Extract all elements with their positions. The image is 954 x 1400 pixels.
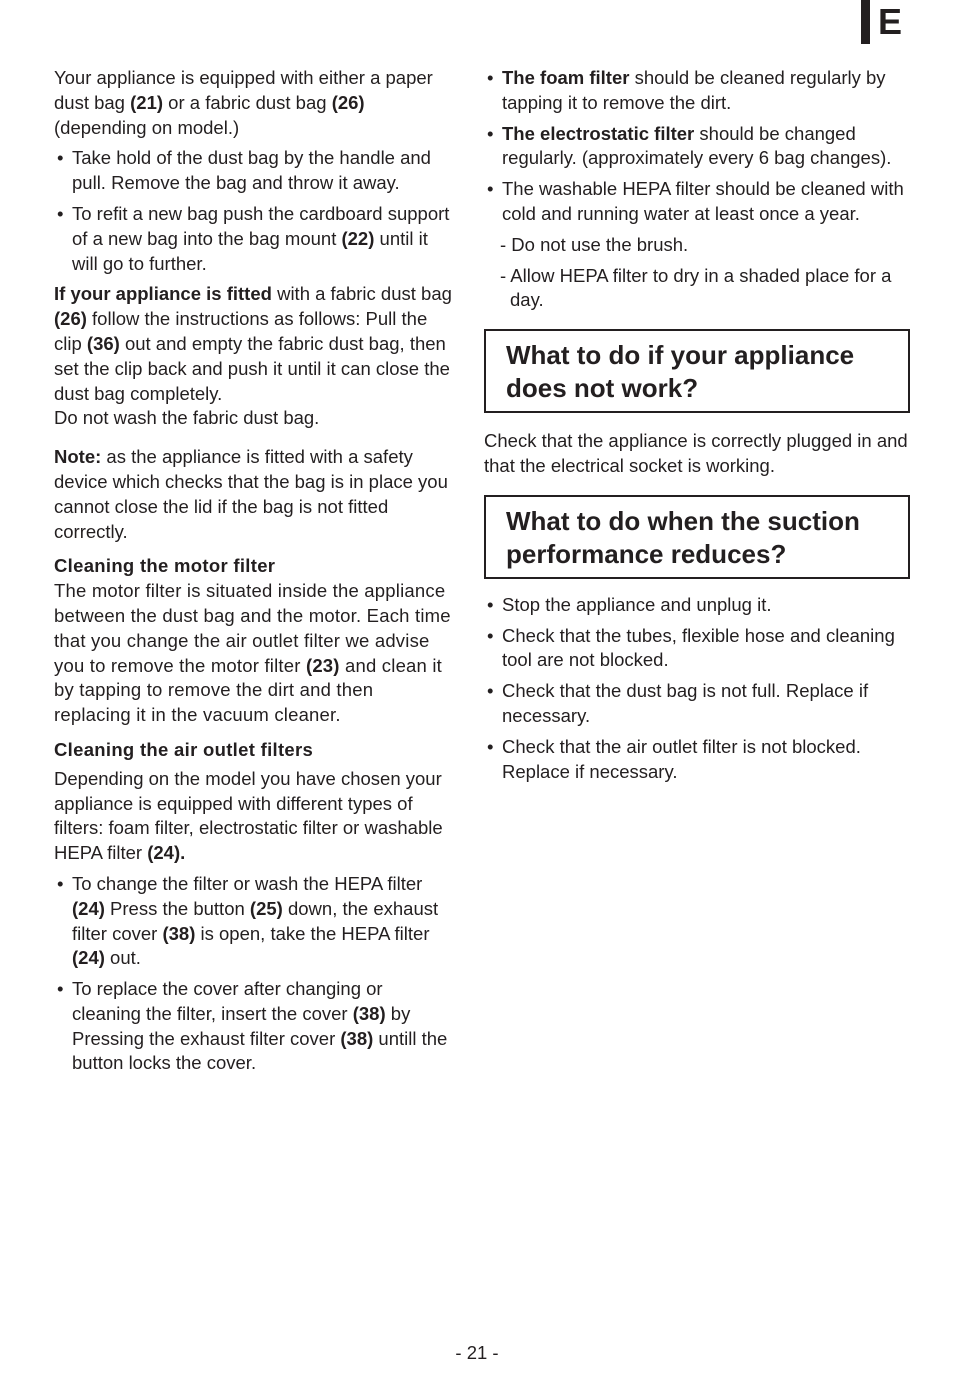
filter-types-list bbox=[484, 66, 910, 227]
fabric-bag-paragraph: If your appliance is fitted with a fabric dust bag (26) follow the instructions as follows: Pull the clip (36) out and empty the fabric dust bag, then set the clip back and push it until it can close the dust bag completely. Do not wash the fabric dust bag. bbox=[54, 283, 452, 429]
list-item: • Check that the tubes, flexible hose and cleaning tool are not blocked. bbox=[484, 624, 910, 674]
list-item: • The electrostatic filter should be changed regularly. (approximately every 6 bag changes). bbox=[484, 122, 910, 172]
air-outlet-paragraph: Depending on the model you have chosen your appliance is equipped with different types of filters: foam filter, electrostatic filter or washable HEPA filter (24). bbox=[54, 767, 443, 864]
check-paragraph: Check that the appliance is correctly plugged in and that the electrical socket is working. bbox=[484, 430, 908, 476]
list-item: • The washable HEPA filter should be cleaned with cold and running water at least once a year. bbox=[484, 177, 910, 227]
not-working-heading: What to do if your appliance does not work? bbox=[506, 340, 855, 404]
list-item: • Stop the appliance and unplug it. bbox=[484, 593, 910, 618]
list-item: • To change the filter or wash the HEPA filter (24) Press the button (25) down, the exhaust filter cover (38) is open, take the HEPA filter (24) out. bbox=[54, 872, 452, 971]
motor-filter-paragraph: The motor filter is situated inside the appliance between the dust bag and the motor. Each time that you change the air outlet filter we advise you to remove the motor filter (23) and clean it by tapping to remove the dirt and then replacing it in the vacuum cleaner. bbox=[54, 580, 451, 726]
hepa-dash-list bbox=[484, 233, 910, 313]
suction-heading: What to do when the suction performance reduces? bbox=[506, 505, 860, 569]
list-item: • The foam filter should be cleaned regularly by tapping it to remove the dirt. bbox=[484, 66, 910, 116]
not-working-heading-box bbox=[484, 329, 910, 413]
motor-filter-heading: Cleaning the motor filter bbox=[54, 555, 276, 577]
note-paragraph: Note: as the appliance is fitted with a safety device which checks that the bag is in place you cannot close the lid if the bag is not fitted correctly. bbox=[54, 446, 448, 542]
list-item: • Check that the air outlet filter is not blocked. Replace if necessary. bbox=[484, 735, 910, 785]
dash-item: - Allow HEPA filter to dry in a shaded place for a day. bbox=[500, 264, 892, 311]
right-column bbox=[484, 66, 910, 784]
dash-item: - Do not use the brush. bbox=[500, 233, 689, 255]
dust-bag-steps bbox=[54, 146, 452, 276]
list-item: • To refit a new bag push the cardboard support of a new bag into the bag mount (22) until it will go to further. bbox=[54, 202, 452, 276]
suction-heading-box bbox=[484, 495, 910, 579]
suction-checklist bbox=[484, 593, 910, 785]
language-tab-bar bbox=[861, 0, 870, 44]
air-outlet-heading: Cleaning the air outlet filters bbox=[54, 738, 314, 760]
filter-change-steps bbox=[54, 872, 452, 1076]
left-column bbox=[54, 66, 452, 1076]
page-number: - 21 - bbox=[455, 1342, 499, 1363]
list-item: • Check that the dust bag is not full. Replace if necessary. bbox=[484, 679, 910, 729]
language-letter: E bbox=[877, 1, 902, 42]
list-item: • To replace the cover after changing or cleaning the filter, insert the cover (38) by Pressing the exhaust filter cover (38) untill the button locks the cover. bbox=[54, 977, 452, 1076]
list-item: • Take hold of the dust bag by the handle and pull. Remove the bag and throw it away. bbox=[54, 146, 452, 196]
intro-paragraph: Your appliance is equipped with either a paper dust bag (21) or a fabric dust bag (26) (depending on model.) bbox=[54, 67, 433, 138]
language-tab bbox=[861, 0, 902, 44]
